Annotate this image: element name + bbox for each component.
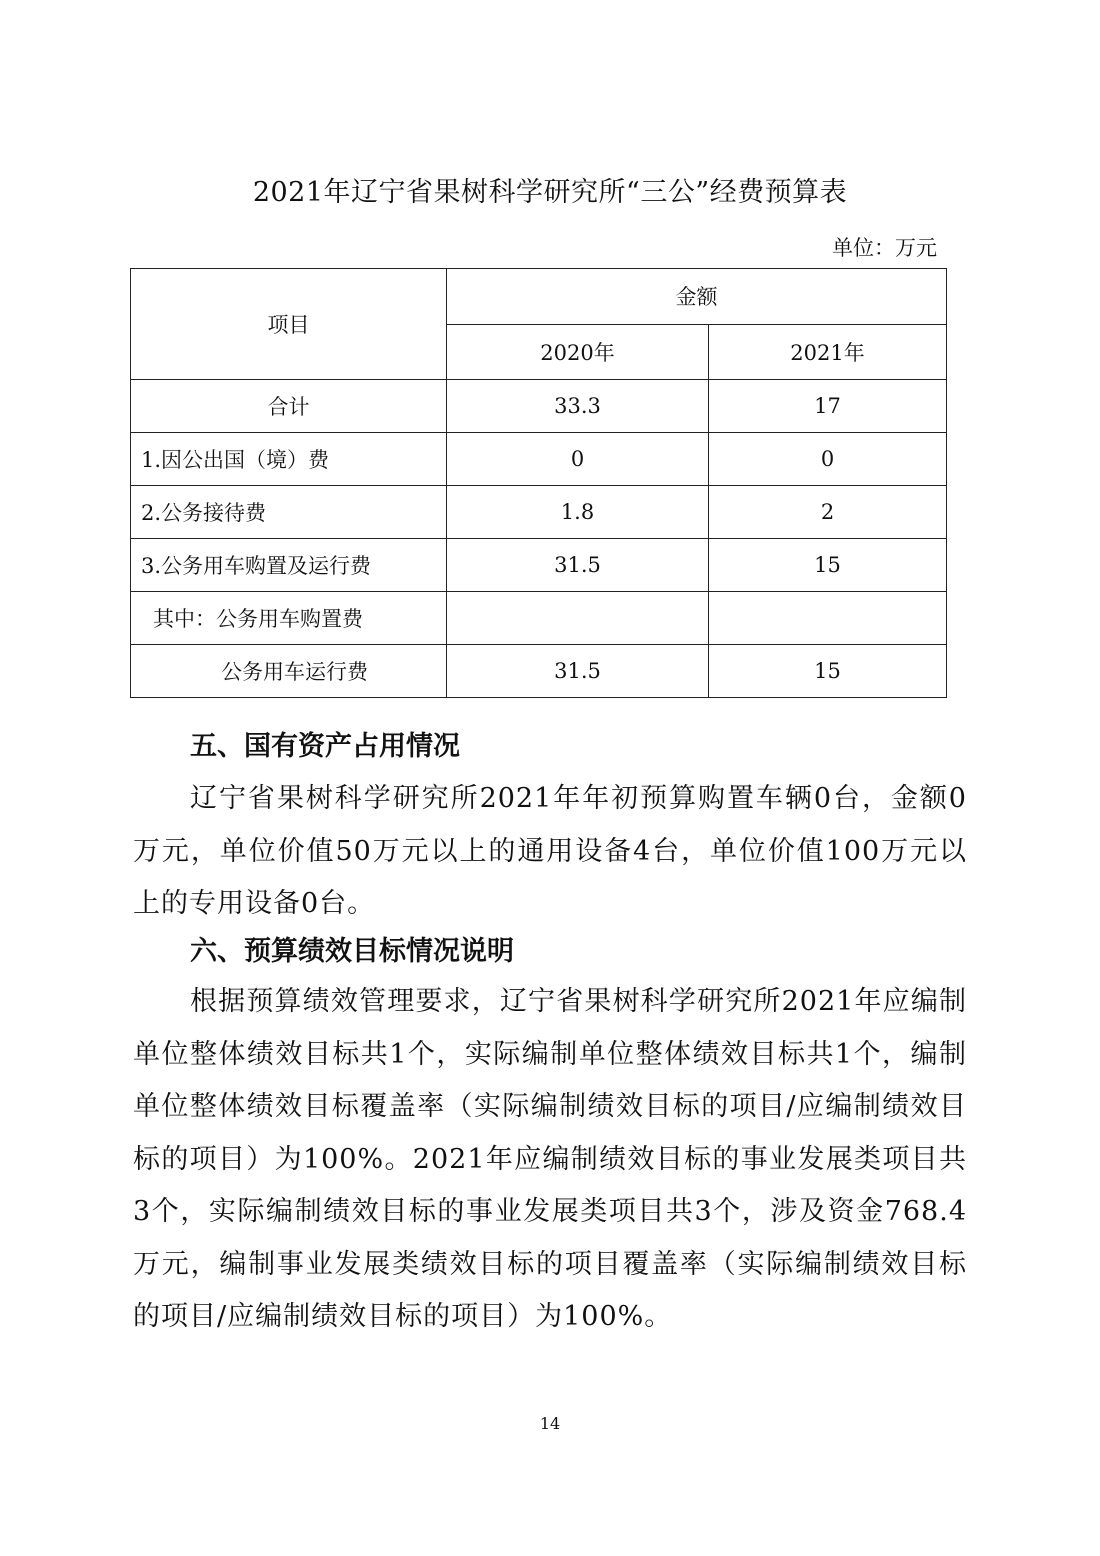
section5-paragraph: 辽宁省果树科学研究所2021年年初预算购置车辆0台，金额0万元，单位价值50万元以上的通用设备4台，单位价值100万元以上的专用设备0台。 bbox=[133, 783, 967, 919]
row-label: 公务用车运行费 bbox=[131, 645, 447, 698]
row-value-2021: 15 bbox=[709, 645, 947, 698]
page-number: 14 bbox=[539, 1414, 561, 1433]
page-title: 2021年辽宁省果树科学研究所“三公”经费预算表 bbox=[252, 177, 848, 208]
row-label: 其中：公务用车购置费 bbox=[131, 592, 447, 645]
header-amount: 金额 bbox=[447, 269, 947, 325]
row-value-2021: 0 bbox=[709, 433, 947, 486]
row-label: 合计 bbox=[131, 380, 447, 433]
table-row bbox=[131, 433, 947, 486]
header-year-2021: 2021年 bbox=[709, 324, 947, 380]
row-label: 1.因公出国（境）费 bbox=[131, 433, 447, 486]
row-value-2021: 2 bbox=[709, 486, 947, 539]
table-row bbox=[131, 645, 947, 698]
unit-label: 单位：万元 bbox=[832, 236, 937, 260]
header-item: 项目 bbox=[131, 269, 447, 380]
row-value-2020 bbox=[447, 592, 709, 645]
table-header-row bbox=[131, 269, 947, 325]
row-value-2020: 31.5 bbox=[447, 539, 709, 592]
section6-paragraph: 根据预算绩效管理要求，辽宁省果树科学研究所2021年应编制单位整体绩效目标共1个，实际编制单位整体绩效目标共1个，编制单位整体绩效目标覆盖率（实际编制绩效目标的项目/应编制绩效目标的项目）为100%。2021年应编制绩效目标的事业发展类项目共3个，实际编制绩效目标的事业发展类项目共3个，涉及资金768.4万元，编制事业发展类绩效目标的项目覆盖率（实际编制绩效目标的项目/应编制绩效目标的项目）为100%。 bbox=[133, 986, 967, 1332]
table-row bbox=[131, 486, 947, 539]
row-value-2021: 15 bbox=[709, 539, 947, 592]
row-value-2020: 0 bbox=[447, 433, 709, 486]
row-value-2021: 17 bbox=[709, 380, 947, 433]
header-year-2020: 2020年 bbox=[447, 324, 709, 380]
budget-table bbox=[130, 268, 947, 698]
row-value-2020: 1.8 bbox=[447, 486, 709, 539]
table-row bbox=[131, 539, 947, 592]
row-value-2021 bbox=[709, 592, 947, 645]
table-row bbox=[131, 380, 947, 433]
row-value-2020: 33.3 bbox=[447, 380, 709, 433]
section6-heading: 六、预算绩效目标情况说明 bbox=[190, 936, 514, 967]
row-value-2020: 31.5 bbox=[447, 645, 709, 698]
section5-heading: 五、国有资产占用情况 bbox=[190, 731, 460, 762]
row-label: 3.公务用车购置及运行费 bbox=[131, 539, 447, 592]
table-row bbox=[131, 592, 947, 645]
row-label: 2.公务接待费 bbox=[131, 486, 447, 539]
